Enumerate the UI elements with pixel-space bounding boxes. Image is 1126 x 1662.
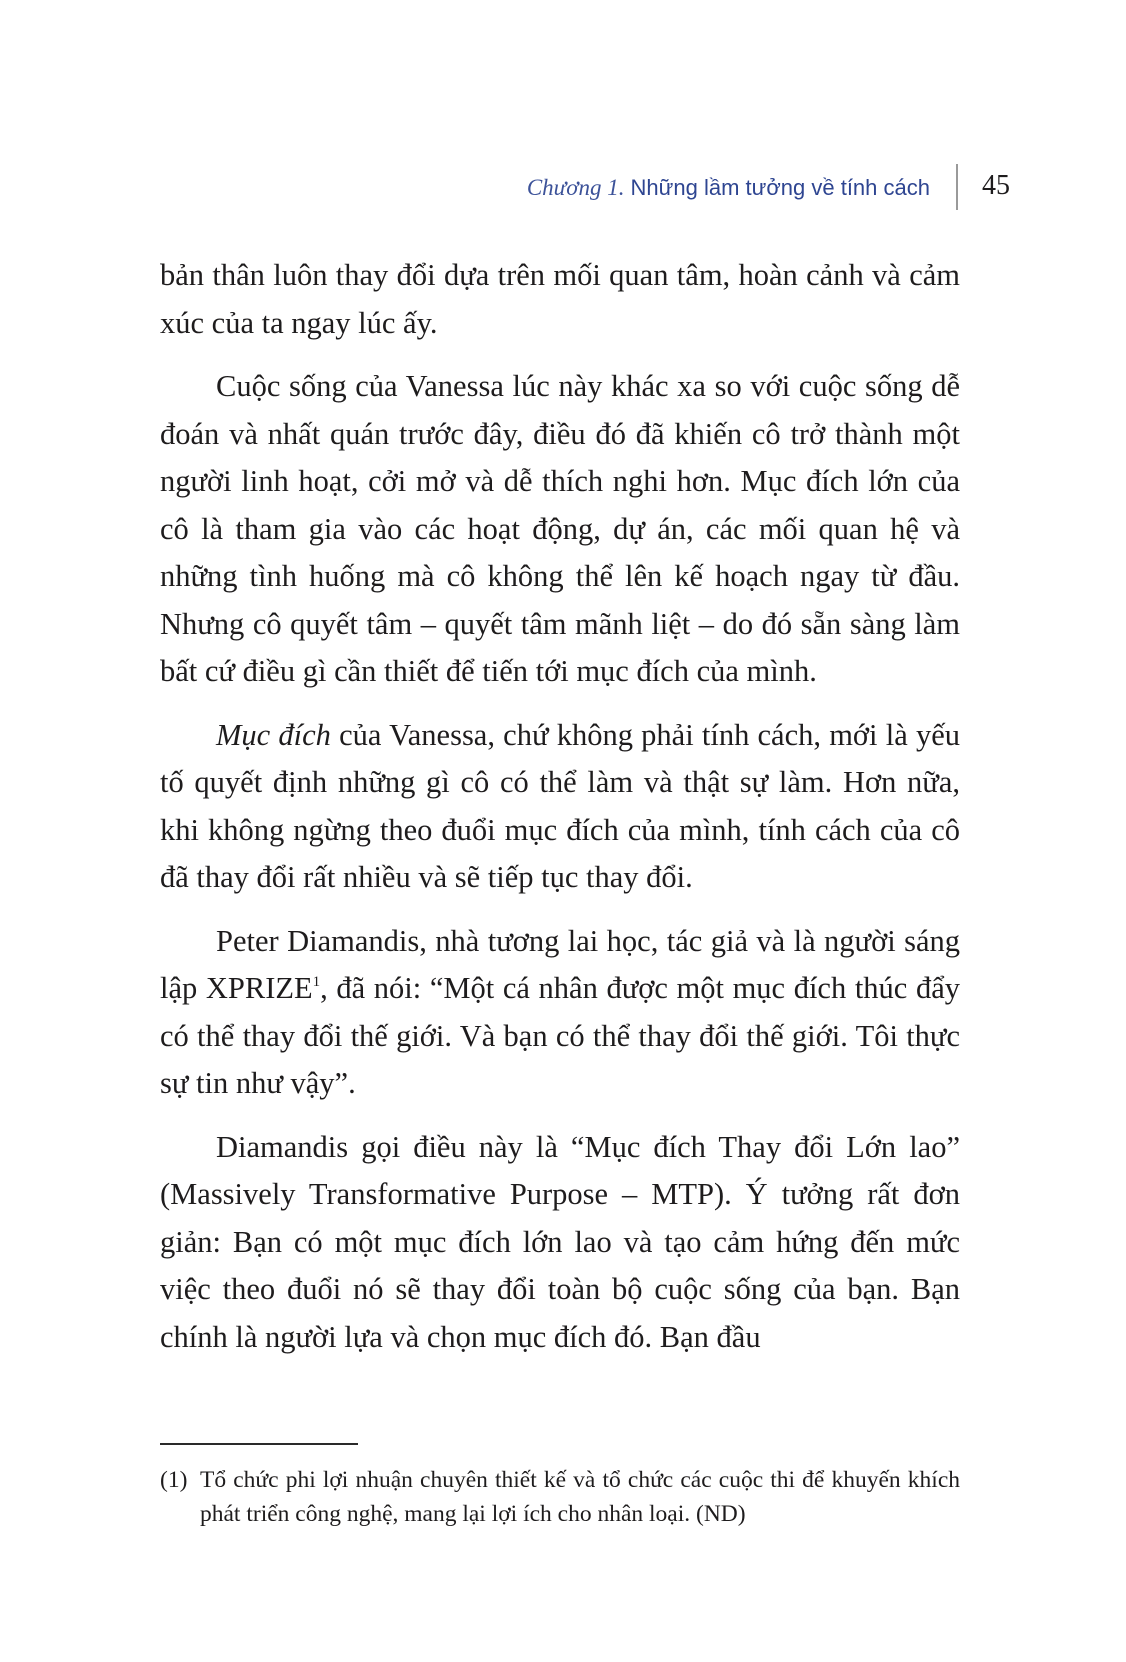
emphasis-text: Mục đích bbox=[216, 717, 331, 752]
running-header bbox=[0, 168, 1126, 216]
paragraph bbox=[160, 712, 960, 902]
footnote-divider bbox=[160, 1443, 358, 1445]
chapter-label bbox=[527, 174, 930, 202]
chapter-number: Chương 1. bbox=[526, 175, 625, 200]
paragraph bbox=[160, 918, 960, 1108]
body-text bbox=[160, 252, 960, 1361]
footnote-text: Tổ chức phi lợi nhuận chuyên thiết kế và tổ chức các cuộc thi để khuyến khích phát triển công nghệ, mang lại lợi ích cho nhân loại. (ND) bbox=[200, 1467, 960, 1527]
footnote-marker: (1) bbox=[160, 1467, 188, 1493]
paragraph: Cuộc sống của Vanessa lúc này khác xa so với cuộc sống dễ đoán và nhất quán trước đây, điều đó đã khiến cô trở thành một người linh hoạt, cởi mở và dễ thích nghi hơn. Mục đích lớn của cô là tham gia vào các hoạt động, dự án, các mối quan hệ và những tình huống mà cô không thể lên kế hoạch ngay từ đầu. Nhưng cô quyết tâm – quyết tâm mãnh liệt – do đó sẵn sàng làm bất cứ điều gì cần thiết để tiến tới mục đích của mình. bbox=[160, 369, 960, 688]
footnote-reference[interactable]: 1 bbox=[312, 974, 321, 990]
footnote bbox=[160, 1463, 960, 1531]
chapter-title: Những lầm tưởng về tính cách bbox=[630, 175, 930, 200]
paragraph-text: , đã nói: “Một cá nhân được một mục đích thúc đẩy có thể thay đổi thế giới. Và bạn có thể thay đổi thế giới. Tôi thực sự tin như vậy”. bbox=[160, 971, 960, 1100]
paragraph-text: Peter Diamandis, nhà tương lai học, tác giả và là người sáng lập XPRIZE bbox=[160, 923, 960, 1005]
header-divider bbox=[956, 164, 958, 210]
paragraph-continuation: bản thân luôn thay đổi dựa trên mối quan tâm, hoàn cảnh và cảm xúc của ta ngay lúc ấy. bbox=[160, 258, 960, 340]
paragraph: Diamandis gọi điều này là “Mục đích Thay đổi Lớn lao” (Massively Transformative Purpose – MTP). Ý tưởng rất đơn giản: Bạn có một mục đích lớn lao và tạo cảm hứng đến mức việc theo đuổi nó sẽ thay đổi toàn bộ cuộc sống của bạn. Bạn chính là người lựa và chọn mục đích đó. Bạn đầu bbox=[160, 1129, 960, 1354]
paragraph-text: của Vanessa, chứ không phải tính cách, mới là yếu tố quyết định những gì cô có thể làm và thật sự làm. Hơn nữa, khi không ngừng theo đuổi mục đích của mình, tính cách của cô đã thay đổi rất nhiều và sẽ tiếp tục thay đổi. bbox=[160, 717, 960, 894]
page-number: 45 bbox=[982, 170, 1010, 201]
